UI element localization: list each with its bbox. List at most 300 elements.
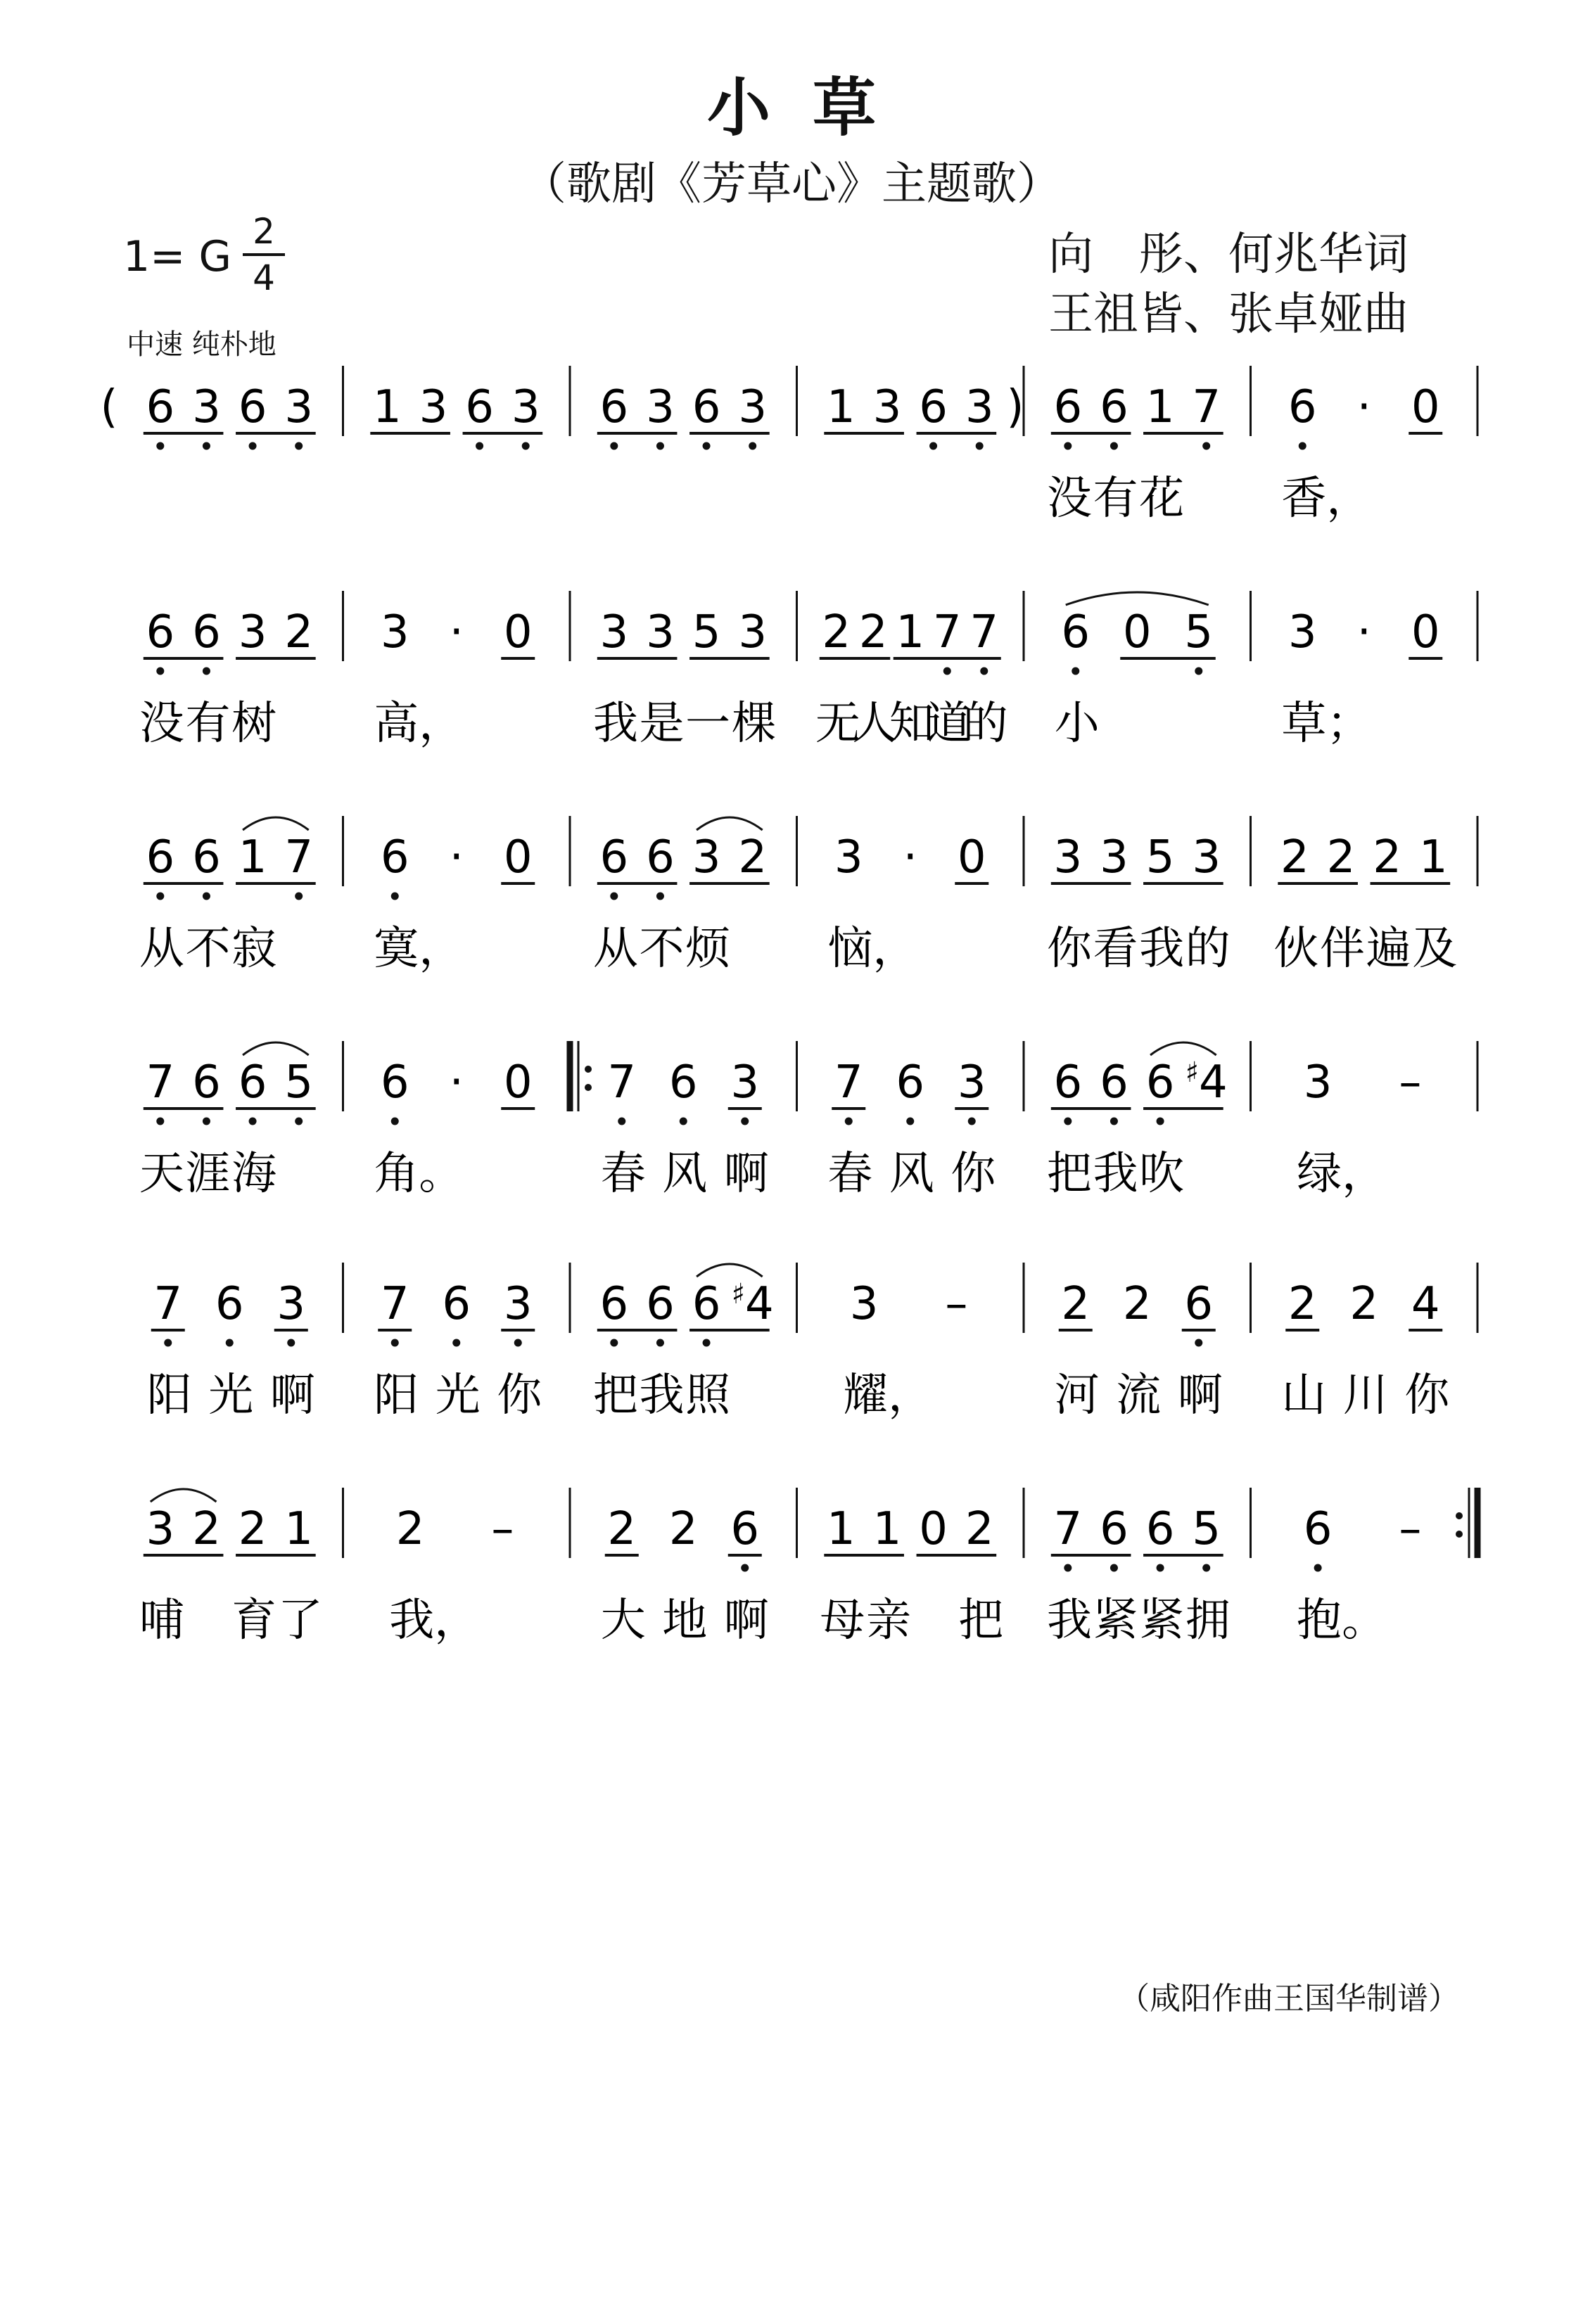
- note: 0: [1122, 606, 1152, 658]
- lyric-syllable: 我: [1139, 923, 1185, 975]
- octave-dot: [968, 1118, 976, 1125]
- note: 3: [730, 1056, 760, 1109]
- lyric-syllable: 看: [1093, 923, 1138, 975]
- note: 1: [826, 381, 856, 433]
- note: ♯4: [731, 1278, 774, 1330]
- score-row: [139, 1488, 1477, 1647]
- note: 7: [932, 606, 962, 658]
- note: 0: [503, 831, 533, 883]
- measure: [1055, 591, 1251, 750]
- measure: [1047, 816, 1251, 975]
- note: 1: [372, 381, 402, 433]
- note: 3: [849, 1278, 879, 1330]
- lyric-syllable: 啊: [723, 1595, 769, 1647]
- note: 3: [238, 606, 267, 658]
- note: 6: [692, 381, 721, 433]
- octave-dot: [203, 893, 210, 900]
- measure: [1055, 1263, 1251, 1422]
- octave-dot: [1195, 1339, 1202, 1347]
- octave-dot: [249, 442, 257, 450]
- lyric-syllable: 母: [820, 1595, 865, 1647]
- lyric-syllable: 我: [639, 1370, 685, 1422]
- octave-dot: [156, 893, 164, 900]
- composer-credit: 王祖皆、张卓娅曲: [1048, 288, 1409, 340]
- note: ·: [1356, 381, 1371, 433]
- note: 1: [872, 1503, 902, 1555]
- measure: [139, 816, 343, 975]
- note: ·: [449, 831, 464, 883]
- lyric-syllable: 有: [1093, 473, 1138, 525]
- note: 2: [965, 1503, 994, 1555]
- score-row: [139, 591, 1477, 750]
- note: 6: [238, 381, 267, 433]
- transcriber-credit: （咸阳作曲王国华制谱）: [1119, 1981, 1459, 2017]
- octave-dot: [1314, 1564, 1322, 1572]
- note: 6: [380, 1056, 409, 1109]
- note: 6: [599, 381, 629, 433]
- note: 3: [1288, 606, 1317, 658]
- note: 5: [284, 1056, 314, 1109]
- measure: [1281, 366, 1477, 525]
- octave-dot: [980, 668, 988, 675]
- lyric-syllable: 没: [1046, 473, 1092, 525]
- octave-dot: [249, 1118, 257, 1125]
- octave-dot: [703, 1339, 711, 1347]
- lyric-syllable: 我: [1046, 1595, 1092, 1647]
- paren: (: [100, 381, 118, 433]
- note: 7: [1053, 1503, 1083, 1555]
- octave-dot: [1110, 442, 1118, 450]
- note: 0: [503, 1056, 533, 1109]
- tempo-marking: 中速 纯朴地: [127, 328, 276, 361]
- octave-dot: [1202, 442, 1210, 450]
- note: 3: [738, 381, 768, 433]
- octave-dot: [929, 442, 937, 450]
- lyric-syllable: 一: [685, 698, 731, 750]
- note: 3: [503, 1278, 533, 1330]
- note: 6: [896, 1056, 925, 1109]
- measure: [1047, 1041, 1251, 1200]
- note: 6: [1053, 381, 1083, 433]
- octave-dot: [749, 442, 756, 450]
- octave-dot: [203, 1118, 210, 1125]
- measure: [597, 366, 797, 450]
- lyric-syllable: 伴: [1319, 923, 1365, 975]
- lyric-syllable: 你: [1046, 923, 1092, 975]
- measure: [389, 1488, 570, 1647]
- note: 2: [1280, 831, 1309, 883]
- lyric-syllable: 寞，: [374, 923, 464, 975]
- lyric-syllable: 阳: [374, 1370, 419, 1422]
- note: 6: [465, 381, 494, 433]
- lyric-syllable: 了: [277, 1595, 323, 1647]
- note: 3: [1303, 1056, 1333, 1109]
- note: 1: [1418, 831, 1448, 883]
- note: 3: [146, 1503, 175, 1555]
- note: 2: [1326, 831, 1356, 883]
- note: 2: [395, 1503, 425, 1555]
- score-row: [147, 1263, 1477, 1422]
- slur: [1150, 1042, 1216, 1055]
- note: 2: [284, 606, 314, 658]
- lyric-syllable: 绿，: [1297, 1148, 1387, 1200]
- note: 6: [192, 606, 221, 658]
- octave-dot: [741, 1118, 749, 1125]
- lyric-syllable: 的: [1185, 923, 1231, 975]
- key-signature: 1= G: [123, 232, 232, 281]
- note: 0: [1411, 606, 1440, 658]
- lyric-syllable: 川: [1342, 1370, 1388, 1422]
- lyric-syllable: 伙: [1273, 923, 1319, 975]
- note: 3: [276, 1278, 306, 1330]
- song-title: 小草: [707, 70, 918, 145]
- octave-dot: [1195, 668, 1202, 675]
- note: –: [491, 1503, 514, 1555]
- octave-dot: [1064, 1564, 1072, 1572]
- measure: [139, 591, 343, 750]
- note: 6: [730, 1503, 760, 1555]
- note: 2: [238, 1503, 267, 1555]
- octave-dot: [391, 1339, 399, 1347]
- note: 6: [146, 381, 175, 433]
- note: 2: [1122, 1278, 1152, 1330]
- lyric-syllable: 海: [231, 1148, 277, 1200]
- measure: [1047, 366, 1251, 525]
- time-signature-bottom: 4: [253, 257, 275, 298]
- measure: [1273, 816, 1477, 975]
- note: 6: [442, 1278, 471, 1330]
- note: 6: [1303, 1503, 1333, 1555]
- lyric-syllable: 小: [1054, 698, 1100, 750]
- lyric-syllable: 流: [1116, 1370, 1162, 1422]
- lyric-syllable: 从: [139, 923, 184, 975]
- octave-dot: [452, 1339, 460, 1347]
- lyric-syllable: 吹: [1139, 1148, 1185, 1200]
- note: 6: [1100, 1503, 1129, 1555]
- note: ·: [903, 831, 917, 883]
- note: 7: [607, 1056, 637, 1109]
- lyric-syllable: 遍: [1366, 923, 1411, 975]
- note: 6: [1145, 1056, 1175, 1109]
- lyric-syllable: 阳: [146, 1370, 192, 1422]
- note: 6: [919, 381, 948, 433]
- note: 0: [919, 1503, 948, 1555]
- note: 7: [1192, 381, 1221, 433]
- octave-dot: [741, 1564, 749, 1572]
- octave-dot: [1299, 442, 1307, 450]
- note: 2: [668, 1503, 698, 1555]
- measure: [374, 816, 570, 975]
- octave-dot: [845, 1118, 853, 1125]
- octave-dot: [203, 442, 210, 450]
- octave-dot: [610, 442, 618, 450]
- measure: [820, 1488, 1024, 1647]
- note: 6: [146, 831, 175, 883]
- lyric-syllable: 风: [889, 1148, 934, 1200]
- lyric-syllable: 春: [827, 1148, 873, 1200]
- note: 3: [646, 606, 675, 658]
- octave-dot: [295, 893, 303, 900]
- octave-dot: [906, 1118, 914, 1125]
- slur: [151, 1489, 217, 1502]
- song-subtitle: （歌剧《芳草心》主题歌）: [521, 158, 1062, 210]
- lyric-syllable: 寂: [231, 923, 277, 975]
- measure: [374, 591, 570, 750]
- octave-dot: [943, 668, 951, 675]
- measure: [139, 1488, 343, 1647]
- note: 3: [965, 381, 994, 433]
- note: 2: [738, 831, 768, 883]
- octave-dot: [1202, 1564, 1210, 1572]
- lyric-syllable: 及: [1412, 923, 1458, 975]
- octave-dot: [514, 1339, 522, 1347]
- note: 1: [238, 831, 267, 883]
- note: 3: [957, 1056, 986, 1109]
- note: 2: [1288, 1278, 1317, 1330]
- lyric-syllable: 你: [497, 1370, 542, 1422]
- note: 6: [380, 831, 409, 883]
- note: 1: [1145, 381, 1175, 433]
- measure: [827, 816, 1024, 975]
- note: 6: [599, 831, 629, 883]
- note: 2: [1349, 1278, 1379, 1330]
- lyric-syllable: 是: [639, 698, 685, 750]
- note: 2: [607, 1503, 637, 1555]
- octave-dot: [295, 442, 303, 450]
- note: 6: [1145, 1503, 1175, 1555]
- lyric-syllable: 棵: [731, 698, 777, 750]
- lyric-syllable: 春: [600, 1148, 646, 1200]
- note: 2: [858, 606, 888, 658]
- lyric-syllable: 把: [592, 1370, 638, 1422]
- slur: [1066, 592, 1209, 605]
- note: 6: [646, 831, 675, 883]
- note: 3: [511, 381, 540, 433]
- octave-dot: [295, 1118, 303, 1125]
- lyric-syllable: 育: [231, 1595, 277, 1647]
- slur: [243, 1042, 309, 1055]
- octave-dot: [226, 1339, 234, 1347]
- note: 3: [834, 831, 863, 883]
- note: 2: [192, 1503, 221, 1555]
- lyric-syllable: 河: [1054, 1370, 1100, 1422]
- lyric-syllable: 耀，: [843, 1370, 934, 1422]
- lyric-syllable: 我: [1093, 1148, 1138, 1200]
- measure: [601, 1041, 797, 1200]
- note: 1: [826, 1503, 856, 1555]
- lyric-syllable: 有: [185, 698, 231, 750]
- lyric-syllable: 涯: [185, 1148, 231, 1200]
- measure: [374, 1263, 570, 1422]
- note: ♯4: [1185, 1056, 1228, 1109]
- slur: [243, 817, 309, 830]
- paren: ): [1006, 381, 1024, 433]
- lyric-syllable: 高，: [374, 698, 464, 750]
- note: 6: [1288, 381, 1317, 433]
- lyric-syllable: 知: [889, 698, 934, 750]
- note: 3: [1100, 831, 1129, 883]
- note: 3: [1053, 831, 1083, 883]
- score-row: [139, 816, 1477, 975]
- lyric-syllable: 不: [639, 923, 685, 975]
- octave-dot: [391, 1118, 399, 1125]
- octave-dot: [610, 893, 618, 900]
- note: 7: [969, 606, 999, 658]
- measure: [815, 591, 1024, 750]
- octave-dot: [656, 442, 664, 450]
- lyric-syllable: 你: [951, 1148, 996, 1200]
- note: 6: [668, 1056, 698, 1109]
- note: 7: [380, 1278, 409, 1330]
- octave-dot: [656, 893, 664, 900]
- octave-dot: [680, 1118, 687, 1125]
- octave-dot: [1110, 1118, 1118, 1125]
- octave-dot: [1064, 1118, 1072, 1125]
- slur: [697, 1264, 763, 1277]
- lyric-syllable: 树: [231, 698, 277, 750]
- lyric-syllable: 啊: [1177, 1370, 1223, 1422]
- lyric-syllable: 把: [1046, 1148, 1092, 1200]
- note: 6: [1061, 606, 1091, 658]
- octave-dot: [610, 1339, 618, 1347]
- measure: [139, 1041, 343, 1200]
- note: 1: [284, 1503, 314, 1555]
- lyric-syllable: 烦: [685, 923, 731, 975]
- note: 2: [1373, 831, 1401, 883]
- lyric-syllable: 光: [208, 1370, 254, 1422]
- note: 6: [1053, 1056, 1083, 1109]
- note: –: [1399, 1056, 1422, 1109]
- note: 5: [692, 606, 721, 658]
- lyric-syllable: 紧: [1139, 1595, 1185, 1647]
- lyric-syllable: 花: [1139, 473, 1185, 525]
- note: 4: [1411, 1278, 1440, 1330]
- lyric-syllable: 啊: [269, 1370, 315, 1422]
- lyric-syllable: 没: [139, 698, 184, 750]
- note: 6: [146, 606, 175, 658]
- lyric-syllable: 不: [185, 923, 231, 975]
- lyric-syllable: 把: [958, 1595, 1004, 1647]
- note: 6: [1100, 1056, 1129, 1109]
- measure: [1281, 1263, 1477, 1422]
- note: 6: [192, 1056, 221, 1109]
- lyric-syllable: 我: [592, 698, 638, 750]
- lyric-syllable: 地: [662, 1595, 708, 1647]
- note: 6: [192, 831, 221, 883]
- lyric-syllable: 山: [1281, 1370, 1327, 1422]
- note: ·: [449, 606, 464, 658]
- note: 2: [822, 606, 851, 658]
- lyric-syllable: 人: [852, 698, 898, 750]
- lyric-syllable: 抱。: [1297, 1595, 1387, 1647]
- lyric-syllable: 道: [926, 698, 972, 750]
- lyric-syllable: 拥: [1185, 1595, 1231, 1647]
- note: 3: [646, 381, 675, 433]
- octave-dot: [618, 1118, 625, 1125]
- note: 6: [1100, 381, 1129, 433]
- note: –: [945, 1278, 968, 1330]
- lyric-syllable: 紧: [1093, 1595, 1138, 1647]
- lyric-syllable: 照: [685, 1370, 731, 1422]
- measure: [1047, 1488, 1251, 1647]
- lyric-syllable: 哺: [139, 1595, 184, 1647]
- note: 6: [646, 1278, 675, 1330]
- note: 1: [896, 606, 925, 658]
- lyric-syllable: 光: [435, 1370, 481, 1422]
- note: 0: [503, 606, 533, 658]
- measure: [601, 1488, 797, 1647]
- note: 3: [419, 381, 448, 433]
- lyric-syllable: 草；: [1281, 698, 1372, 750]
- note: 3: [380, 606, 409, 658]
- measure: [593, 591, 797, 750]
- note: 5: [1184, 606, 1214, 658]
- note: 3: [692, 831, 721, 883]
- measure: [374, 1041, 592, 1200]
- measure: [1297, 1041, 1477, 1200]
- note: ·: [1356, 606, 1371, 658]
- octave-dot: [203, 668, 210, 675]
- lyric-syllable: 啊: [723, 1148, 769, 1200]
- time-signature-top: 2: [253, 211, 275, 252]
- note: 7: [153, 1278, 183, 1330]
- lyric-syllable: 大: [600, 1595, 646, 1647]
- note: 2: [1061, 1278, 1091, 1330]
- measure: [827, 1041, 1024, 1200]
- note: ·: [449, 1056, 464, 1109]
- octave-dot: [156, 442, 164, 450]
- measure: [1297, 1488, 1477, 1647]
- note: 6: [1184, 1278, 1214, 1330]
- note: 5: [1145, 831, 1175, 883]
- note: 0: [1411, 381, 1440, 433]
- note: –: [1399, 1503, 1422, 1555]
- note: 6: [599, 1278, 629, 1330]
- note: 3: [599, 606, 629, 658]
- note: 5: [1192, 1503, 1221, 1555]
- slur: [697, 817, 763, 830]
- lyricist-credit: 向 彤、何兆华词: [1048, 229, 1409, 281]
- lyric-syllable: 的: [962, 698, 1008, 750]
- note: 3: [1192, 831, 1221, 883]
- lyric-syllable: 香，: [1281, 473, 1372, 525]
- measure: [147, 1263, 343, 1422]
- lyric-syllable: 风: [662, 1148, 708, 1200]
- octave-dot: [164, 1339, 172, 1347]
- lyric-syllable: 天: [139, 1148, 184, 1200]
- octave-dot: [656, 1339, 664, 1347]
- score-row: [139, 1041, 1477, 1200]
- octave-dot: [476, 442, 483, 450]
- measure: [101, 366, 343, 450]
- note: 6: [215, 1278, 244, 1330]
- lyric-syllable: 无: [815, 698, 860, 750]
- octave-dot: [1157, 1118, 1164, 1125]
- note: 7: [146, 1056, 175, 1109]
- lyric-syllable: 亲: [865, 1595, 911, 1647]
- note: 6: [692, 1278, 721, 1330]
- octave-dot: [1064, 442, 1072, 450]
- note: 3: [872, 381, 902, 433]
- note: 3: [192, 381, 221, 433]
- octave-dot: [976, 442, 984, 450]
- measure: [1281, 591, 1477, 750]
- octave-dot: [1110, 1564, 1118, 1572]
- octave-dot: [522, 442, 530, 450]
- lyric-syllable: 从: [592, 923, 638, 975]
- octave-dot: [1072, 668, 1079, 675]
- note: 6: [238, 1056, 267, 1109]
